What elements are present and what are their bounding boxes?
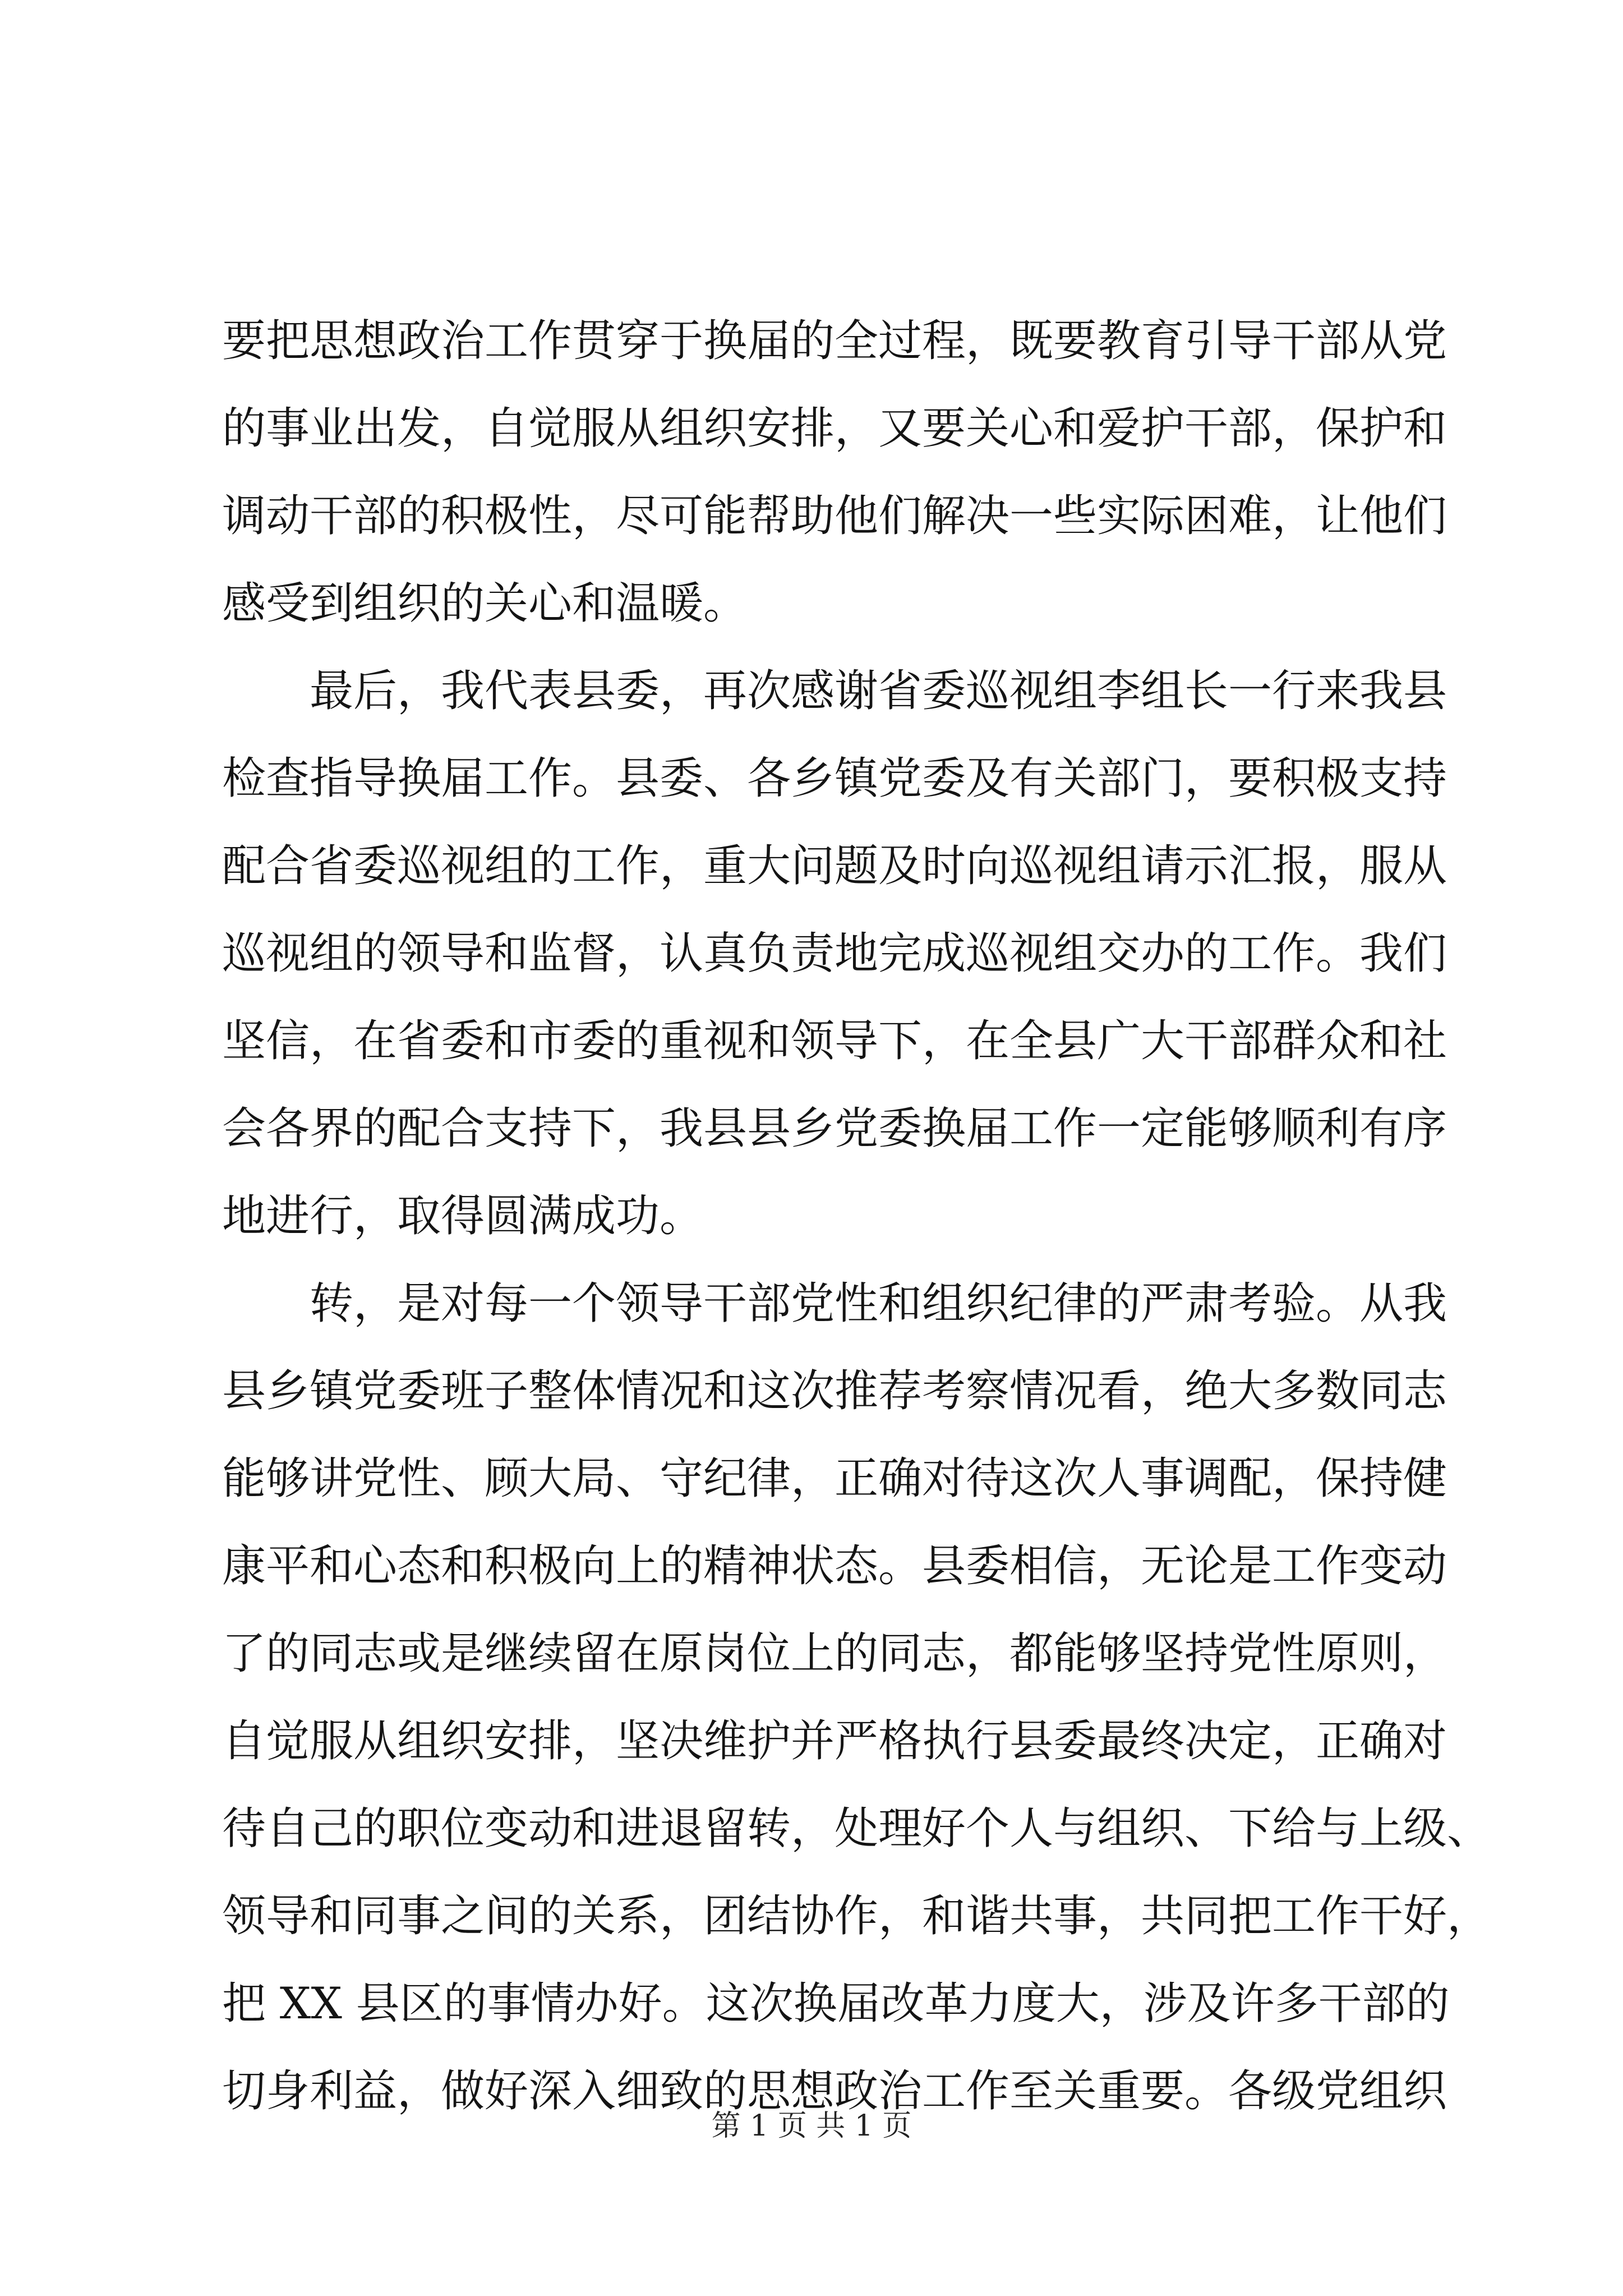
text-line: 能够讲党性、顾大局、守纪律，正确对待这次人事调配，保持健 <box>222 1453 1447 1504</box>
text-line: 感受到组织的关心和温暖。 <box>222 578 748 629</box>
text-line: 转，是对每一个领导干部党性和组织纪律的严肃考验。从我 <box>310 1278 1447 1329</box>
body-text <box>222 297 1491 2135</box>
text-line: 巡视组的领导和监督，认真负责地完成巡视组交办的工作。我们 <box>222 928 1447 979</box>
text-line: 的事业出发，自觉服从组织安排，又要关心和爱护干部，保护和 <box>222 403 1447 454</box>
text-line: 待自己的职位变动和进退留转，处理好个人与组织、下给与上级、 <box>222 1803 1491 1854</box>
text-line: 检查指导换届工作。县委、各乡镇党委及有关部门，要积极支持 <box>222 753 1447 804</box>
text-line: 康平和心态和积极向上的精神状态。县委相信，无论是工作变动 <box>222 1541 1447 1591</box>
page-footer <box>0 2104 1623 2148</box>
text-line: 切身利益，做好深入细致的思想政治工作至关重要。各级党组织 <box>222 2066 1447 2116</box>
text-line: 了的同志或是继续留在原岗位上的同志，都能够坚持党性原则， <box>222 1628 1447 1679</box>
text-line: 会各界的配合支持下，我县县乡党委换届工作一定能够顺利有序 <box>222 1103 1447 1154</box>
text-line: 县乡镇党委班子整体情况和这次推荐考察情况看，绝大多数同志 <box>222 1366 1447 1416</box>
text-line: 把 XX 县区的事情办好。这次换届改革力度大，涉及许多干部的 <box>222 1978 1450 2029</box>
text-line: 配合省委巡视组的工作，重大问题及时向巡视组请示汇报，服从 <box>222 841 1447 891</box>
text-line: 调动干部的积极性，尽可能帮助他们解决一些实际困难，让他们 <box>222 491 1447 541</box>
text-line: 要把思想政治工作贯穿于换届的全过程，既要教育引导干部从党 <box>222 316 1447 366</box>
page-number-label: 第 1 页 共 1 页 <box>711 2109 912 2143</box>
text-line: 领导和同事之间的关系，团结协作，和谐共事，共同把工作干好， <box>222 1891 1491 1941</box>
text-line: 地进行，取得圆满成功。 <box>222 1191 704 1241</box>
text-line: 坚信，在省委和市委的重视和领导下，在全县广大干部群众和社 <box>222 1016 1447 1066</box>
text-line: 自觉服从组织安排，坚决维护并严格执行县委最终决定，正确对 <box>222 1716 1447 1766</box>
text-line: 最后，我代表县委，再次感谢省委巡视组李组长一行来我县 <box>310 666 1447 716</box>
